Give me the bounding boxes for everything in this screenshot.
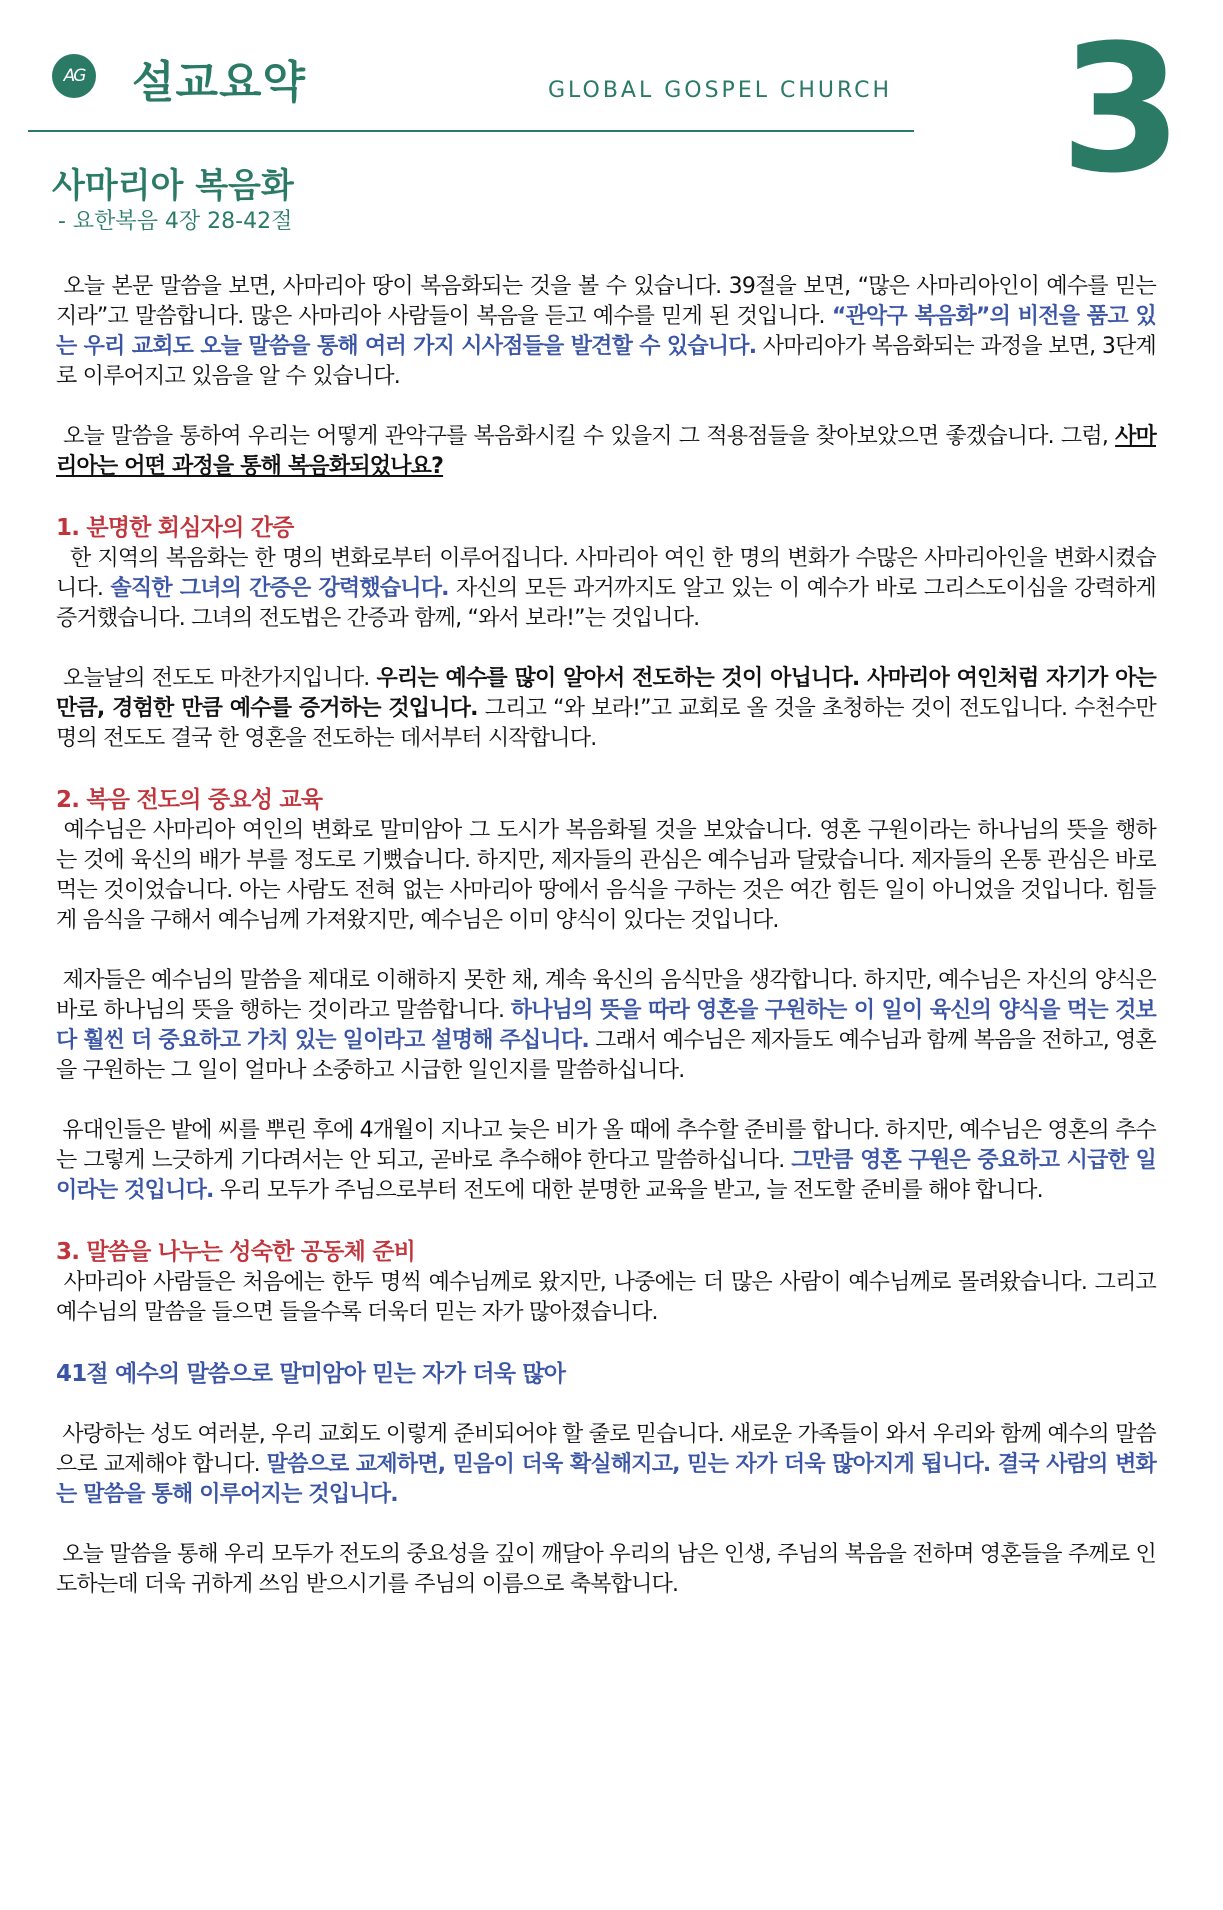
- highlight-text: 그만큼 영혼 구원은 중요하고 시급한 일이라는 것입니다.: [56, 1148, 1156, 1203]
- section-3-paragraph-2: [56, 1420, 1156, 1510]
- bold-text: 우리는 예수를 많이 알아서 전도하는 것이 아닙니다. 사마리아 여인처럼 자기가 아는 만큼, 경험한 만큼 예수를 증거하는 것입니다.: [56, 666, 1156, 721]
- text: 오늘 말씀을 통해 우리 모두가 전도의 중요성을 깊이 깨달아 우리의 남은 인생, 주님의 복음을 전하며 영혼들을 주께로 인도하는데 더욱 귀하게 쓰임 받으시기를 주님의 이름으로 축복합니다.: [56, 1542, 1156, 1597]
- text: 사랑하는 성도 여러분, 우리 교회도 이렇게 준비되어야 할 줄로 믿습니다. 새로운 가족들이 와서 우리와 함께 예수의 말씀으로 교제해야 합니다.: [56, 1422, 1156, 1477]
- intro-paragraph-2: [56, 422, 1156, 482]
- text: 오늘 말씀을 통하여 우리는 어떻게 관악구를 복음화시킬 수 있을지 그 적용점들을 찾아보았으면 좋겠습니다. 그럼,: [63, 424, 1116, 449]
- issue-number: 3: [1060, 7, 1183, 212]
- text: 그리고 “와 보라!”고 교회로 올 것을 초청하는 것이 전도입니다. 수천수만 명의 전도도 결국 한 영혼을 전도하는 데서부터 시작합니다.: [56, 696, 1156, 751]
- church-logo: AG: [52, 54, 96, 98]
- text: 예수님은 사마리아 여인의 변화로 말미암아 그 도시가 복음화될 것을 보았습니다. 영혼 구원이라는 하나님의 뜻을 행하는 것에 육신의 배가 부를 정도로 기뻤습니다. 하지만, 제자들의 관심은 예수님과 달랐습니다. 제자들의 온통 관심은 바로 먹는 것이었습니다. 아는 사람도 전혀 없는 사마리아 땅에서 음식을 구하는 것은 여간 힘든 일이 아니었을 것입니다. 힘들게 음식을 구해서 예수님께 가져왔지만, 예수님은 이미 양식이 있다는 것입니다.: [56, 818, 1156, 933]
- text: 사마리아가 복음화되는 과정을 보면, 3단계로 이루어지고 있음을 알 수 있습니다.: [56, 334, 1157, 389]
- church-name: GLOBAL GOSPEL CHURCH: [548, 78, 893, 103]
- scripture-reference: - 요한복음 4장 28-42절: [58, 209, 293, 234]
- section-2-paragraph-1: [56, 816, 1156, 936]
- text: 제자들은 예수님의 말씀을 제대로 이해하지 못한 채, 계속 육신의 음식만을 생각합니다. 하지만, 예수님은 자신의 양식은 바로 하나님의 뜻을 행하는 것이라고 말씀합니다.: [56, 968, 1156, 1023]
- highlight-text: 하나님의 뜻을 따라 영혼을 구원하는 이 일이 육신의 양식을 먹는 것보다 훨씬 더 중요하고 가치 있는 일이라고 설명해 주십니다.: [56, 998, 1156, 1053]
- highlight-text: “관악구 복음화”의 비전을 품고 있는 우리 교회도 오늘 말씀을 통해 여러 가지 시사점들을 발견할 수 있습니다.: [56, 304, 1156, 359]
- section-1-paragraph-1: [56, 544, 1156, 634]
- section-1-heading: 1. 분명한 회심자의 간증: [56, 515, 294, 541]
- text: 오늘날의 전도도 마찬가지입니다.: [63, 666, 377, 691]
- text: 그래서 예수님은 제자들도 예수님과 함께 복음을 전하고, 영혼을 구원하는 그 일이 얼마나 소중하고 시급한 일인지를 말씀하십니다.: [56, 1028, 1156, 1083]
- text: 오늘 본문 말씀을 보면, 사마리아 땅이 복음화되는 것을 볼 수 있습니다. 39절을 보면, “많은 사마리아인이 예수를 믿는지라”고 말씀합니다. 많은 사마리아 사람들이 복음을 듣고 예수를 믿게 된 것입니다.: [56, 274, 1156, 329]
- brand-title: 설교요약: [132, 57, 307, 108]
- closing-paragraph: [56, 1540, 1156, 1600]
- sermon-title: 사마리아 복음화: [52, 166, 294, 206]
- question-text: 사마리아는 어떤 과정을 통해 복음화되었나요?: [56, 424, 1156, 479]
- header-divider: [28, 130, 914, 132]
- section-3-subheading: 41절 예수의 말씀으로 말미암아 믿는 자가 더욱 많아: [56, 1361, 566, 1387]
- section-1-paragraph-2: [56, 664, 1156, 754]
- text: 사마리아 사람들은 처음에는 한두 명씩 예수님께로 왔지만, 나중에는 더 많은 사람이 예수님께로 몰려왔습니다. 그리고 예수님의 말씀을 들으면 들을수록 더욱더 믿는 자가 많아졌습니다.: [56, 1270, 1156, 1325]
- section-3-heading: 3. 말씀을 나누는 성숙한 공동체 준비: [56, 1239, 416, 1265]
- text: 유대인들은 밭에 씨를 뿌린 후에 4개월이 지나고 늦은 비가 올 때에 추수할 준비를 합니다. 하지만, 예수님은 영혼의 추수는 그렇게 느긋하게 기다려서는 안 되고, 곧바로 추수해야 한다고 말씀하십니다.: [56, 1118, 1156, 1173]
- highlight-text: 솔직한 그녀의 간증은 강력했습니다.: [110, 576, 449, 601]
- section-2-paragraph-3: [56, 1116, 1156, 1206]
- text: 자신의 모든 과거까지도 알고 있는 이 예수가 바로 그리스도이심을 강력하게 증거했습니다. 그녀의 전도법은 간증과 함께, “와서 보라!”는 것입니다.: [56, 576, 1156, 631]
- highlight-text: 말씀으로 교제하면, 믿음이 더욱 확실해지고, 믿는 자가 더욱 많아지게 됩니다. 결국 사람의 변화는 말씀을 통해 이루어지는 것입니다.: [56, 1452, 1156, 1507]
- section-3-paragraph-1: [56, 1268, 1156, 1328]
- section-2-heading: 2. 복음 전도의 중요성 교육: [56, 787, 323, 813]
- intro-paragraph-1: [56, 272, 1156, 392]
- section-2-paragraph-2: [56, 966, 1156, 1086]
- text: 우리 모두가 주님으로부터 전도에 대한 분명한 교육을 받고, 늘 전도할 준비를 해야 합니다.: [213, 1178, 1043, 1203]
- text: 한 지역의 복음화는 한 명의 변화로부터 이루어집니다. 사마리아 여인 한 명의 변화가 수많은 사마리아인을 변화시켰습니다.: [56, 546, 1156, 601]
- sermon-body: [56, 272, 1156, 1600]
